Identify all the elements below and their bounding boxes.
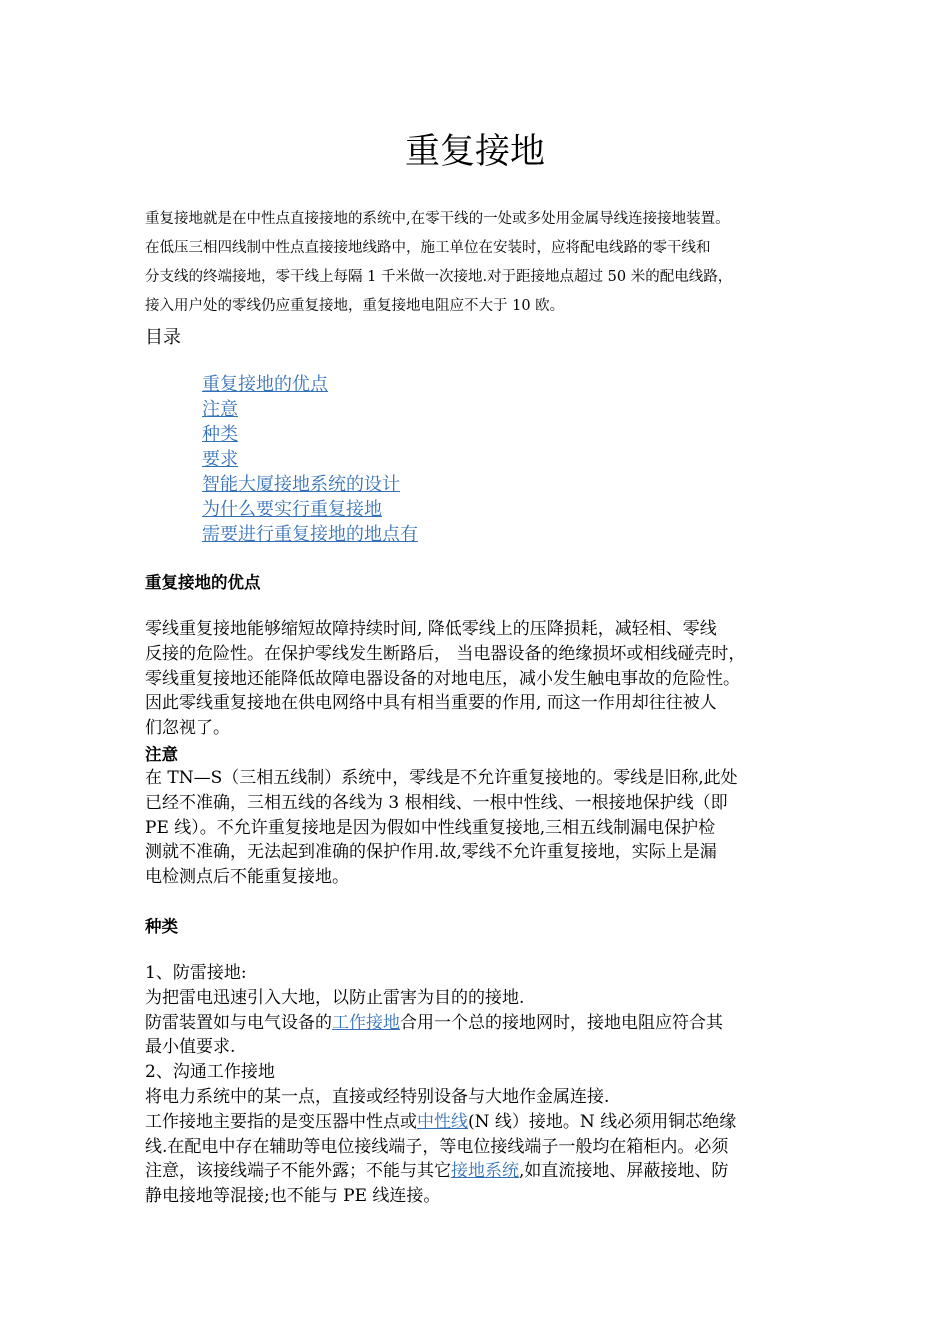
types-paragraph	[145, 961, 835, 1209]
text-line: 已经不准确，三相五线的各线为 3 根相线、一根中性线、一根接地保护线（即	[145, 792, 728, 813]
toc-link-types[interactable]: 种类	[202, 424, 238, 445]
text-span: 工作接地主要指的是变压器中性点或	[145, 1111, 417, 1132]
text-line: 零线重复接地还能降低故障电器设备的对地电压，减小发生触电事故的危险性。	[145, 668, 740, 689]
text-line: 测就不准确，无法起到准确的保护作用.故,零线不允许重复接地，实际上是漏	[145, 842, 717, 863]
text-line: 线.在配电中存在辅助等电位接线端子，等电位接线端子一般均在箱柜内。必须	[145, 1136, 729, 1157]
text-line: 在 TN—S（三相五线制）系统中，零线是不允许重复接地的。零线是旧称,此处	[145, 768, 738, 788]
notice-paragraph	[145, 766, 835, 890]
text-line	[145, 1110, 835, 1135]
text-line: 静电接地等混接;也不能与 PE 线连接。	[145, 1186, 441, 1207]
table-of-contents	[202, 372, 418, 547]
section-heading-advantages: 重复接地的优点	[145, 573, 261, 592]
intro-line: 重复接地就是在中性点直接接地的系统中,在零干线的一处或多处用金属导线连接接地装置。	[145, 211, 730, 227]
toc-link-locations[interactable]: 需要进行重复接地的地点有	[202, 524, 418, 545]
text-line	[145, 1011, 835, 1036]
text-span: 注意，该接线端子不能外露；不能与其它	[145, 1161, 451, 1182]
toc-link-advantages[interactable]: 重复接地的优点	[202, 374, 328, 395]
text-span: 防雷装置如与电气设备的	[145, 1012, 332, 1033]
text-line	[145, 1159, 835, 1184]
advantages-paragraph	[145, 617, 835, 741]
text-line: 2、沟通工作接地	[145, 1062, 275, 1083]
link-grounding-system[interactable]: 接地系统	[451, 1161, 519, 1182]
text-span: (N 线）接地。N 线必须用铜芯绝缘	[468, 1111, 737, 1132]
text-line: 们忽视了。	[145, 718, 230, 739]
link-neutral-line[interactable]: 中性线	[417, 1111, 468, 1132]
toc-title: 目录	[145, 327, 181, 348]
toc-link-why[interactable]: 为什么要实行重复接地	[202, 499, 382, 520]
text-line: 零线重复接地能够缩短故障持续时间, 降低零线上的压降损耗，减轻相、零线	[145, 619, 717, 639]
toc-link-requirements[interactable]: 要求	[202, 449, 238, 470]
text-line: PE 线）。不允许重复接地是因为假如中性线重复接地,三相五线制漏电保护检	[145, 817, 716, 838]
intro-paragraph	[145, 205, 825, 321]
page-title: 重复接地	[404, 132, 545, 172]
section-heading-types: 种类	[145, 917, 178, 936]
intro-line: 在低压三相四线制中性点直接接地线路中，施工单位在安装时，应将配电线路的零干线和	[145, 240, 711, 256]
text-line: 为把雷电迅速引入大地，以防止雷害为目的的接地.	[145, 987, 525, 1008]
text-line: 最小值要求.	[145, 1037, 236, 1058]
text-line: 电检测点后不能重复接地。	[145, 867, 349, 888]
text-span: ,如直流接地、屏蔽接地、防	[519, 1161, 729, 1182]
intro-line: 接入用户处的零线仍应重复接地，重复接地电阻应不大于 10 欧。	[145, 298, 565, 314]
intro-line: 分支线的终端接地，零干线上每隔 1 千米做一次接地.对于距接地点超过 50 米的配电线路，	[145, 269, 733, 285]
text-line: 将电力系统中的某一点，直接或经特别设备与大地作金属连接.	[145, 1086, 610, 1107]
text-span: 合用一个总的接地网时，接地电阻应符合其	[400, 1012, 723, 1033]
text-line: 1、防雷接地:	[145, 963, 247, 983]
text-line: 反接的危险性。在保护零线发生断路后， 当电器设备的绝缘损坏或相线碰壳时，	[145, 643, 746, 664]
section-heading-notice: 注意	[145, 745, 178, 764]
toc-link-smart-building[interactable]: 智能大厦接地系统的设计	[202, 474, 400, 495]
toc-link-notice[interactable]: 注意	[202, 399, 238, 420]
text-line: 因此零线重复接地在供电网络中具有相当重要的作用, 而这一作用却往往被人	[145, 693, 717, 714]
link-work-grounding[interactable]: 工作接地	[332, 1012, 400, 1033]
